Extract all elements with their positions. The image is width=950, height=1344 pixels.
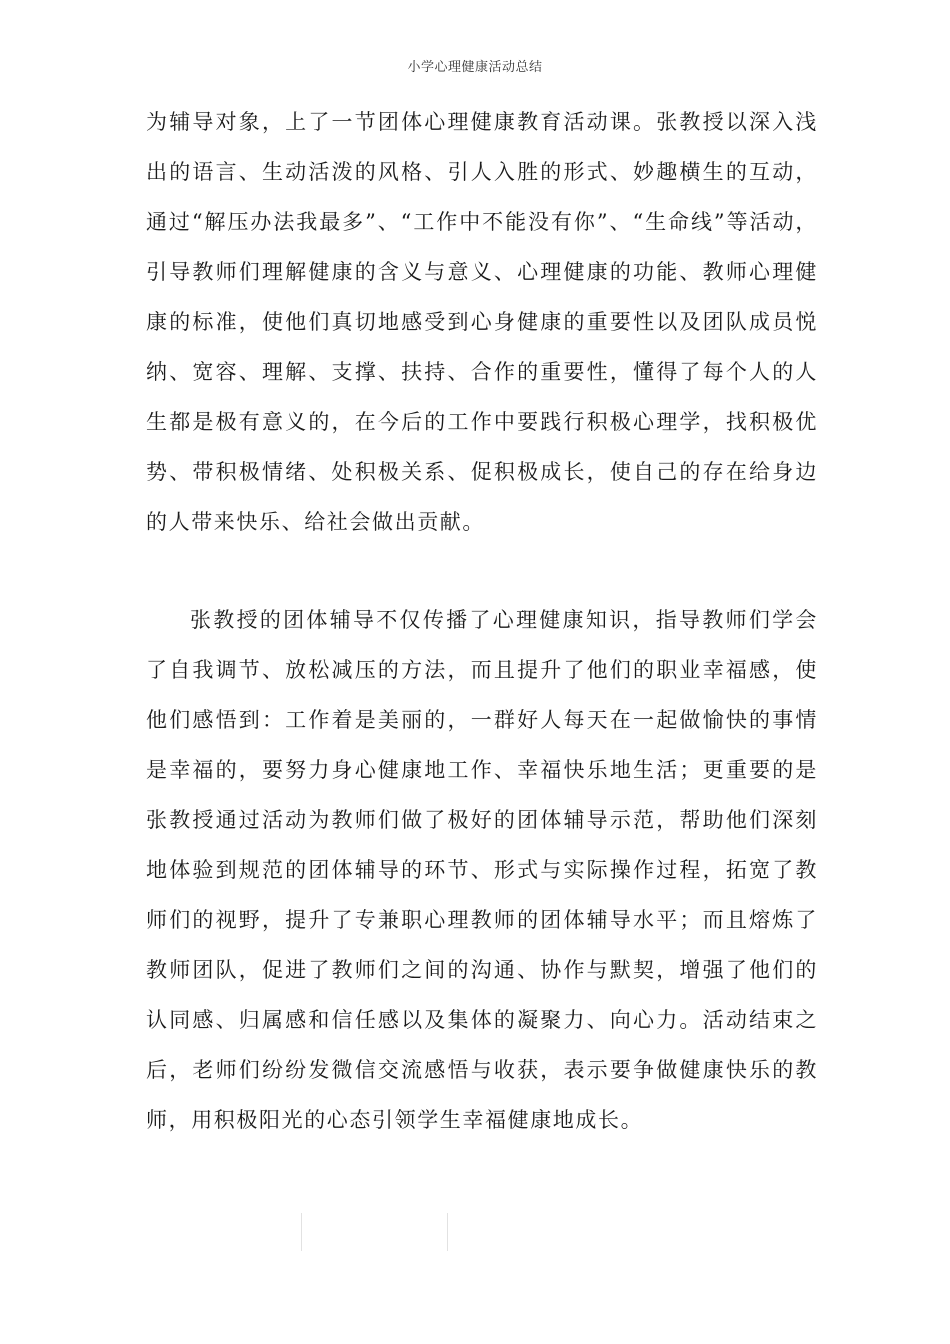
page-header-title: 小学心理健康活动总结	[407, 60, 543, 75]
paragraph-1: 为辅导对象，上了一节团体心理健康教育活动课。张教授以深入浅出的语言、生动活泼的风格、引人入胜的形式、妙趣横生的互动，通过“解压办法我最多”、“工作中不能没有你”、“生命线”等活动，引导教师们理解健康的含义与意义、心理健康的功能、教师心理健康的标准，使他们真切地感受到心身健康的重要性以及团队成员悦纳、宽容、理解、支撑、扶持、合作的重要性，懂得了每个人的人生都是极有意义的，在今后的工作中要践行积极心理学，找积极优势、带积极情绪、处积极关系、促积极成长，使自己的存在给身边的人带来快乐、给社会做出贡献。	[146, 110, 818, 534]
paragraph-2: 张教授的团体辅导不仅传播了心理健康知识，指导教师们学会了自我调节、放松减压的方法，而且提升了他们的职业幸福感，使他们感悟到：工作着是美丽的，一群好人每天在一起做愉快的事情是幸福的，要努力身心健康地工作、幸福快乐地生活；更重要的是张教授通过活动为教师们做了极好的团体辅导示范，帮助他们深刻地体验到规范的团体辅导的环节、形式与实际操作过程，拓宽了教师们的视野，提升了专兼职心理教师的团体辅导水平；而且熔炼了教师团队，促进了教师们之间的沟通、协作与默契，增强了他们的认同感、归属感和信任感以及集体的凝聚力、向心力。活动结束之后，老师们纷纷发微信交流感悟与收获，表示要争做健康快乐的教师，用积极阳光的心态引领学生幸福健康地成长。	[146, 608, 818, 1132]
footer-divider-right	[447, 1213, 448, 1251]
footer-divider-left	[301, 1213, 302, 1251]
